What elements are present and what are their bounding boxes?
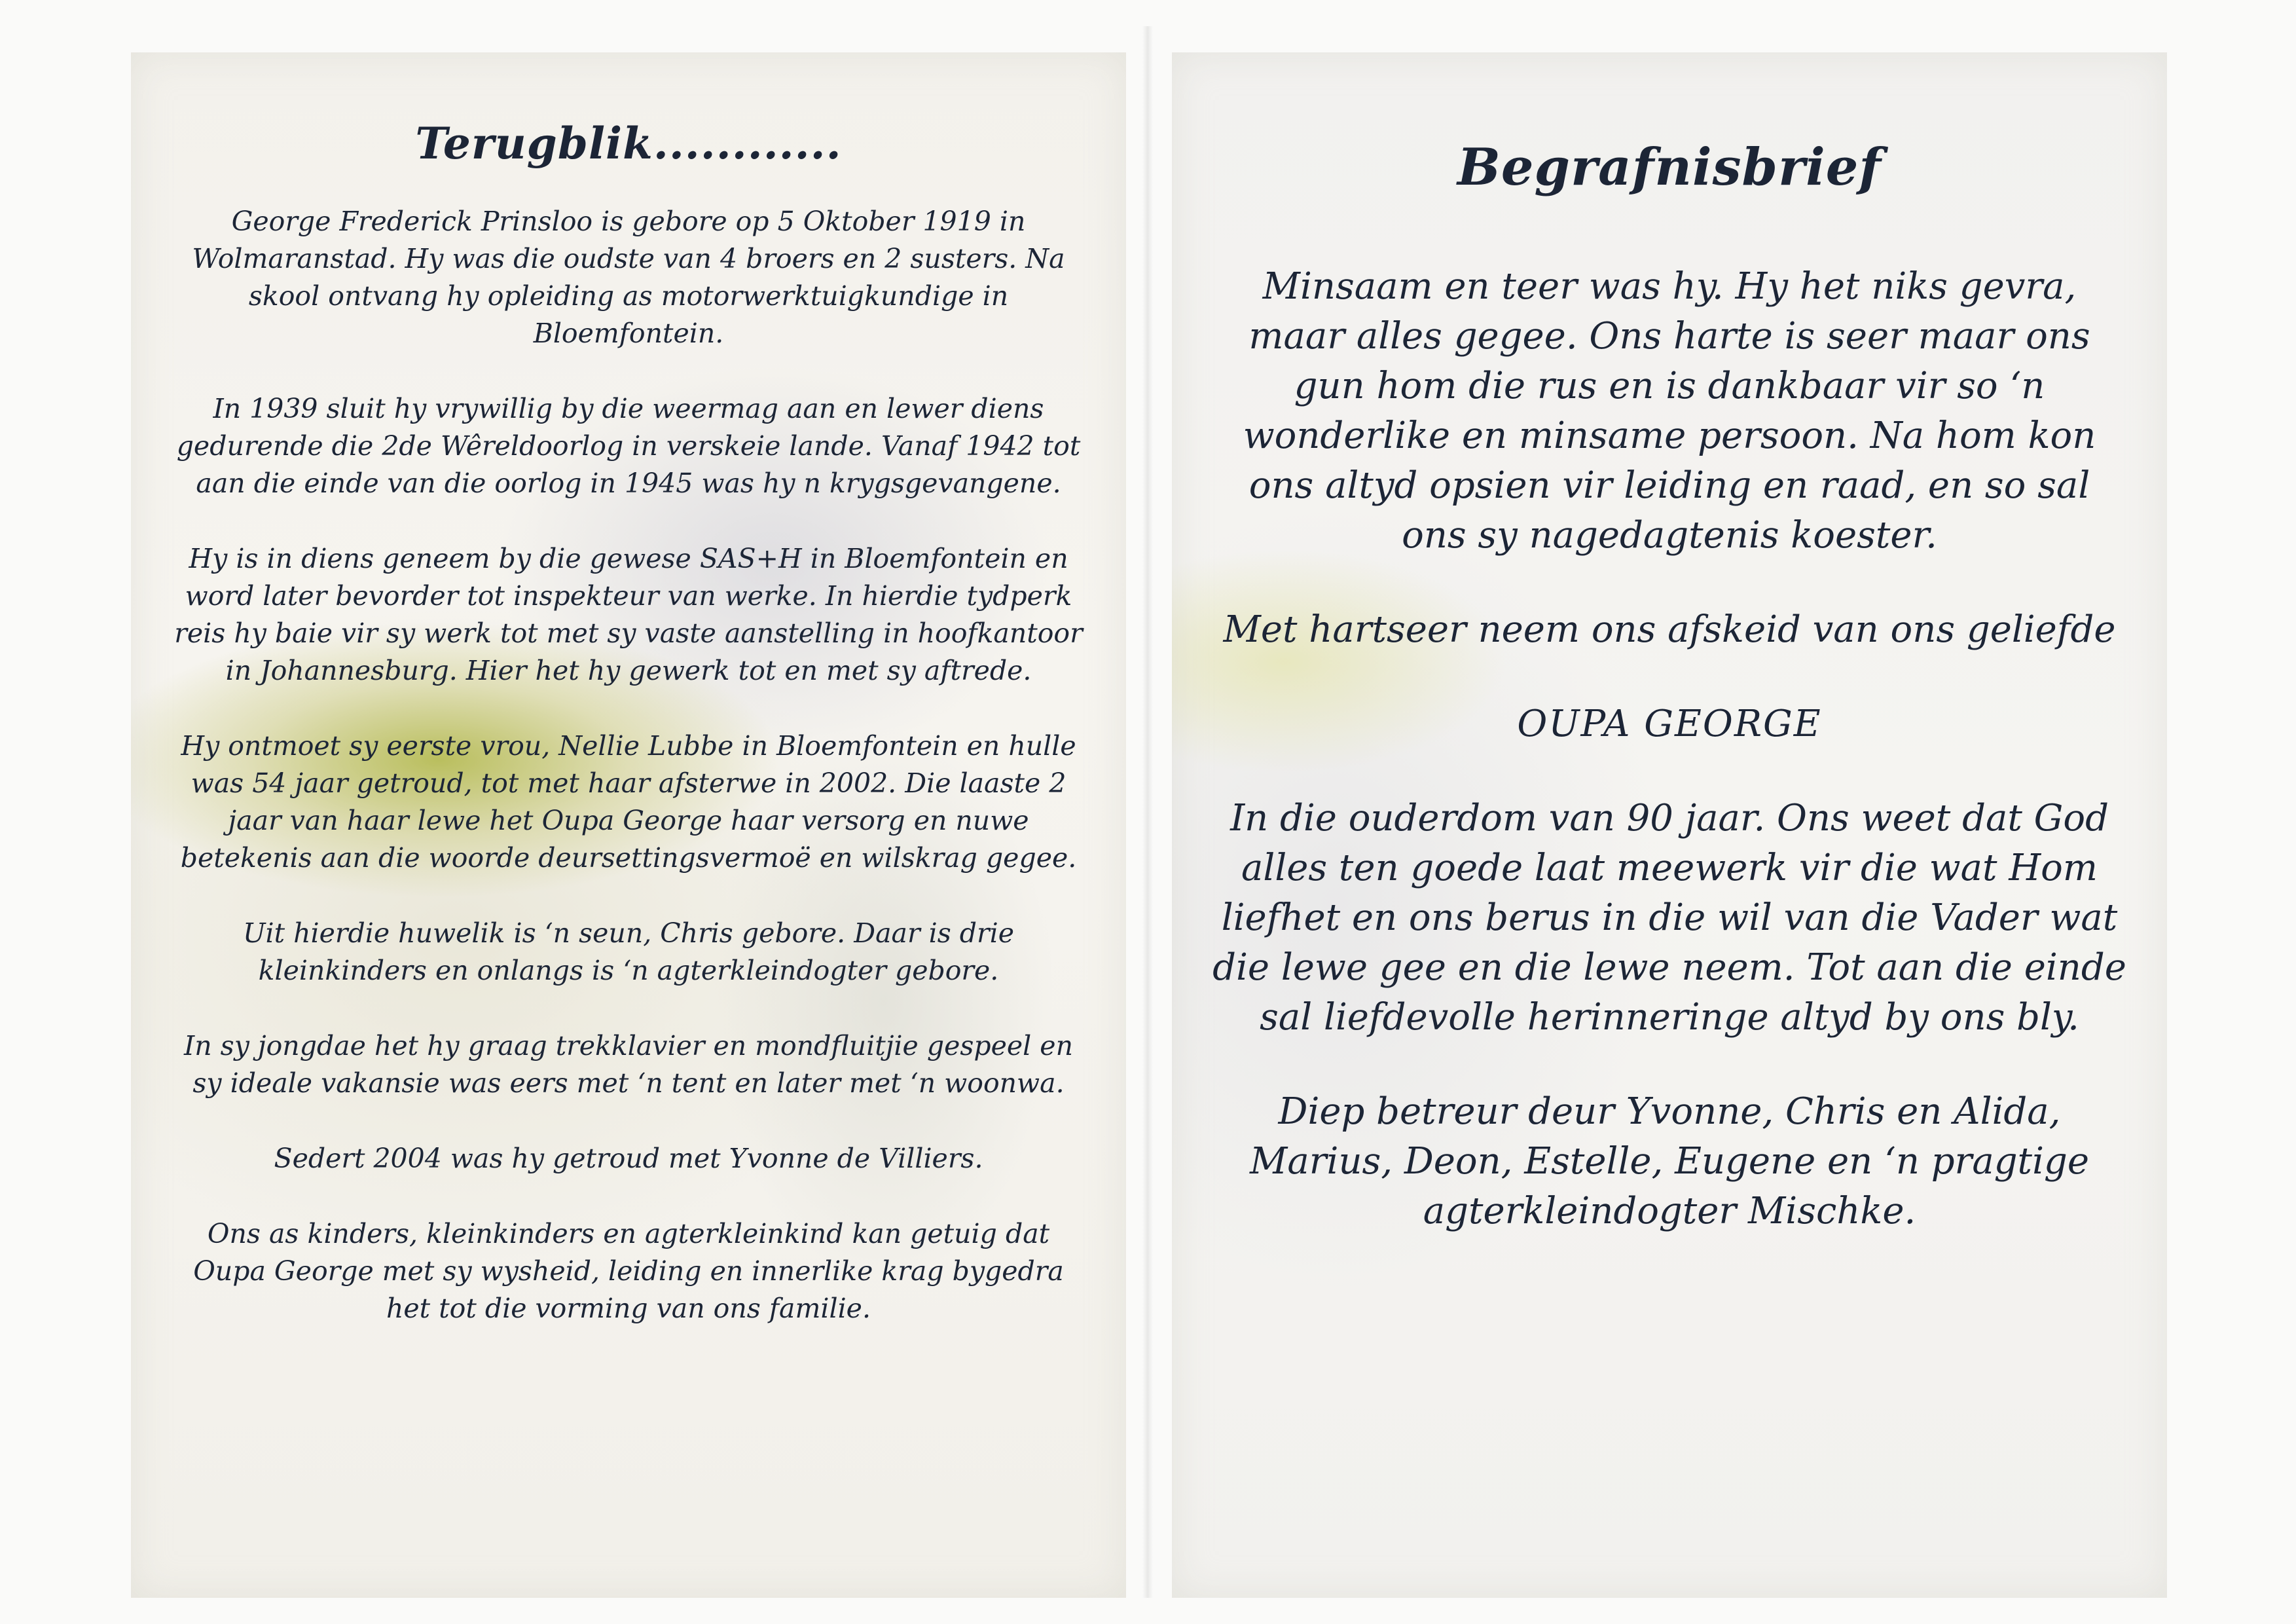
biography-paragraph: George Frederick Prinsloo is gebore op 5 Oktober 1919 in Wolmaranstad. Hy was die oudste van 4 broers en 2 susters. Na skool ontvang hy opleiding as motorwerktuigkundige in Bloemfontein. xyxy=(192,206,1065,349)
left-page-title: Terugblik............ xyxy=(415,118,842,169)
biography-paragraph: In sy jongdae het hy graag trekklavier en mondfluitjie gespeel en sy ideale vakansie was eers met ‘n tent en later met ‘n woonwa. xyxy=(184,1030,1073,1099)
left-page-body xyxy=(170,203,1087,1365)
age-and-verse-paragraph: In die ouderdom van 90 jaar. Ons weet dat God alles ten goede laat meewerk vir die wat Hom liefhet en ons berus in die wil van die Vader wat die lewe gee en die lewe neem. Tot aan die einde sal liefdevolle herinneringe altyd by ons bly. xyxy=(1212,797,2126,1039)
biography-paragraph: Uit hierdie huwelik is ‘n seun, Chris gebore. Daar is drie kleinkinders en onlangs is ‘n agterkleindogter gebore. xyxy=(242,917,1015,986)
farewell-line: Met hartseer neem ons afskeid van ons geliefde xyxy=(1223,608,2116,651)
right-page-body xyxy=(1211,262,2128,1281)
left-page xyxy=(131,52,1126,1598)
biography-paragraph: Ons as kinders, kleinkinders en agterkleinkind kan getuig dat Oupa George met sy wysheid, leiding en innerlike krag bygedra het tot die vorming van ons familie. xyxy=(193,1218,1064,1324)
biography-paragraph: Sedert 2004 was hy getroud met Yvonne de Villiers. xyxy=(274,1143,983,1174)
right-page-title: Begrafnisbrief xyxy=(1457,138,1882,197)
tribute-paragraph: Minsaam en teer was hy. Hy het niks gevra, maar alles gegee. Ons harte is seer maar ons gun hom die rus en is dankbaar vir so ‘n wonderlike en minsame persoon. Na hom kon ons altyd opsien vir leiding en raad, en so sal ons sy nagedagtenis koester. xyxy=(1243,265,2096,557)
biography-paragraph: In 1939 sluit hy vrywillig by die weermag aan en lewer diens gedurende die 2de Wêreldoorlog in verskeie lande. Vanaf 1942 tot aan die einde van die oorlog in 1945 was hy n krygsgevangene. xyxy=(176,393,1081,499)
mourners-paragraph: Diep betreur deur Yvonne, Chris en Alida, Marius, Deon, Estelle, Eugene en ‘n pragtige agterkleindogter Mischke. xyxy=(1250,1090,2089,1232)
right-page xyxy=(1172,52,2167,1598)
biography-paragraph: Hy is in diens geneem by die gewese SAS+H in Bloemfontein en word later bevorder tot inspekteur van werke. In hierdie tydperk reis hy baie vir sy werk tot met sy vaste aanstelling in hoofkantoor in Johannesburg. Hier het hy gewerk tot en met sy aftrede. xyxy=(174,543,1083,686)
deceased-name: OUPA GEORGE xyxy=(1517,703,1822,745)
page-fold xyxy=(1142,26,1153,1598)
biography-paragraph: Hy ontmoet sy eerste vrou, Nellie Lubbe in Bloemfontein en hulle was 54 jaar getroud, tot met haar afsterwe in 2002. Die laaste 2 jaar van haar lewe het Oupa George haar versorg en nuwe betekenis aan die woorde deursettingsvermoë en wilskrag gegee. xyxy=(180,730,1077,874)
